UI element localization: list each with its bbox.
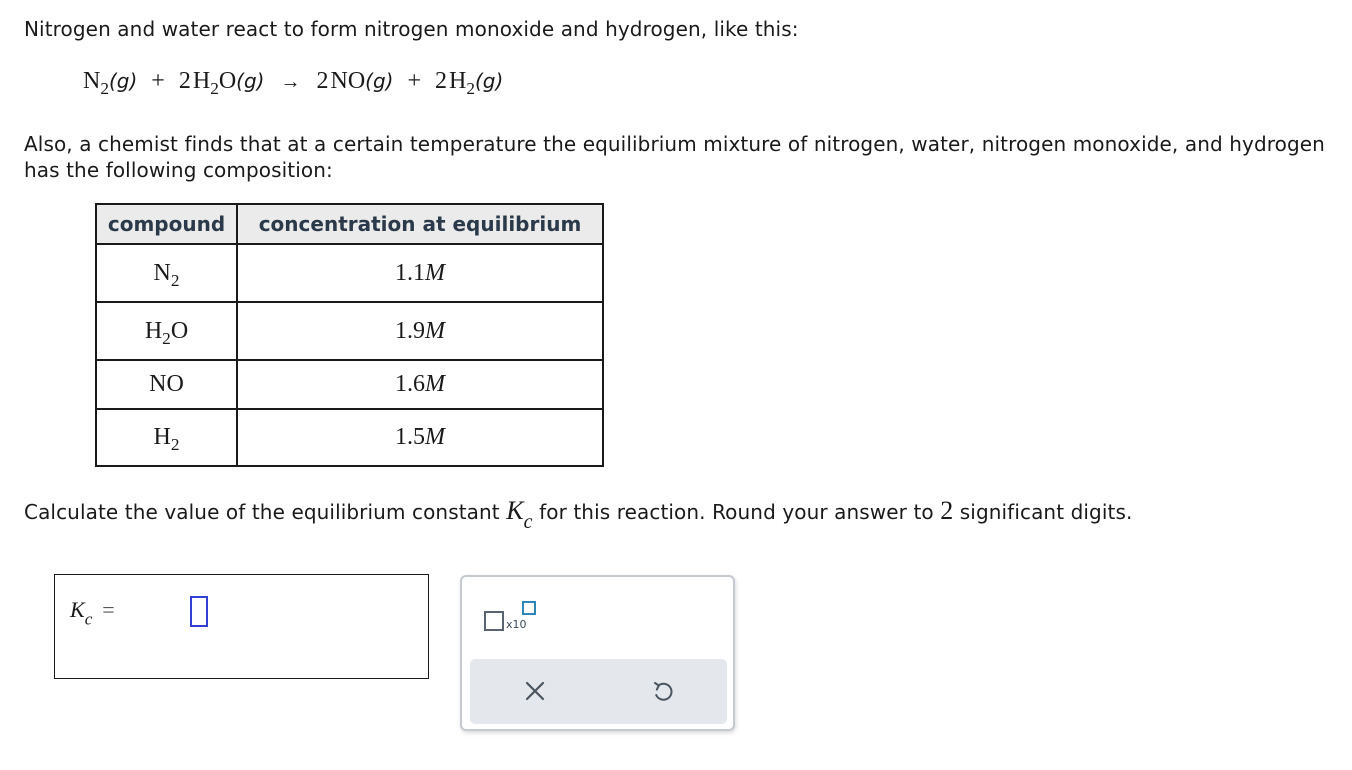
table-row — [96, 360, 603, 409]
reaction-arrow: → — [280, 71, 301, 93]
table-header-row — [96, 204, 603, 244]
composition-description: Also, a chemist finds that at a certain temperature the equilibrium mixture of nitrogen, water, nitrogen monoxide, and hydrogen has the following composition: — [24, 132, 1325, 182]
reactant-nitrogen: $N_2(g)$ — [83, 68, 138, 99]
plus-sign: + — [407, 68, 422, 94]
undo-icon — [647, 675, 679, 707]
compound-cell: $H_2O$ — [96, 302, 237, 360]
compound-cell: NO — [96, 360, 237, 409]
action-bar — [470, 659, 727, 724]
concentration-cell: 1.5M — [395, 424, 445, 450]
close-icon — [519, 675, 551, 707]
equilibrium-table — [95, 203, 604, 467]
table-row — [96, 244, 603, 302]
table-row — [96, 302, 603, 360]
intro-text: Nitrogen and water react to form nitrogen monoxide and hydrogen, like this: — [24, 17, 799, 41]
answer-input[interactable] — [190, 596, 208, 627]
exponent-box-icon — [522, 601, 536, 615]
undo-button[interactable] — [647, 675, 679, 707]
compound-cell: $H_2$ — [96, 409, 237, 466]
chemical-equation — [83, 68, 504, 99]
math-tools-panel — [460, 575, 735, 731]
product-nitrogen-monoxide: 2NO(g) — [316, 68, 394, 94]
scientific-notation-button[interactable] — [484, 601, 540, 635]
product-hydrogen: $2H_2(g)$ — [435, 68, 504, 99]
kc-symbol: $K_c$ — [506, 496, 533, 533]
header-concentration: concentration at equilibrium — [237, 204, 603, 244]
concentration-cell: 1.1M — [237, 244, 603, 302]
compound-cell: $N_2$ — [96, 244, 237, 302]
concentration-cell: 1.6M — [237, 360, 603, 409]
reactant-water: $2H_2O(g)$ — [178, 68, 265, 99]
x10-label: x10 — [506, 618, 527, 631]
answer-area — [54, 574, 429, 679]
clear-button[interactable] — [519, 675, 551, 707]
header-compound: compound — [96, 204, 237, 244]
question-text: Calculate the value of the equilibrium constant $K_c$ for this reaction. Round your answer to 2 significant digits. — [24, 496, 1133, 533]
base-box-icon — [484, 611, 504, 631]
concentration-cell: 1.9M — [237, 302, 603, 360]
answer-label: $K_c$ = — [70, 597, 115, 629]
table-row — [96, 409, 603, 466]
plus-sign: + — [151, 68, 165, 94]
